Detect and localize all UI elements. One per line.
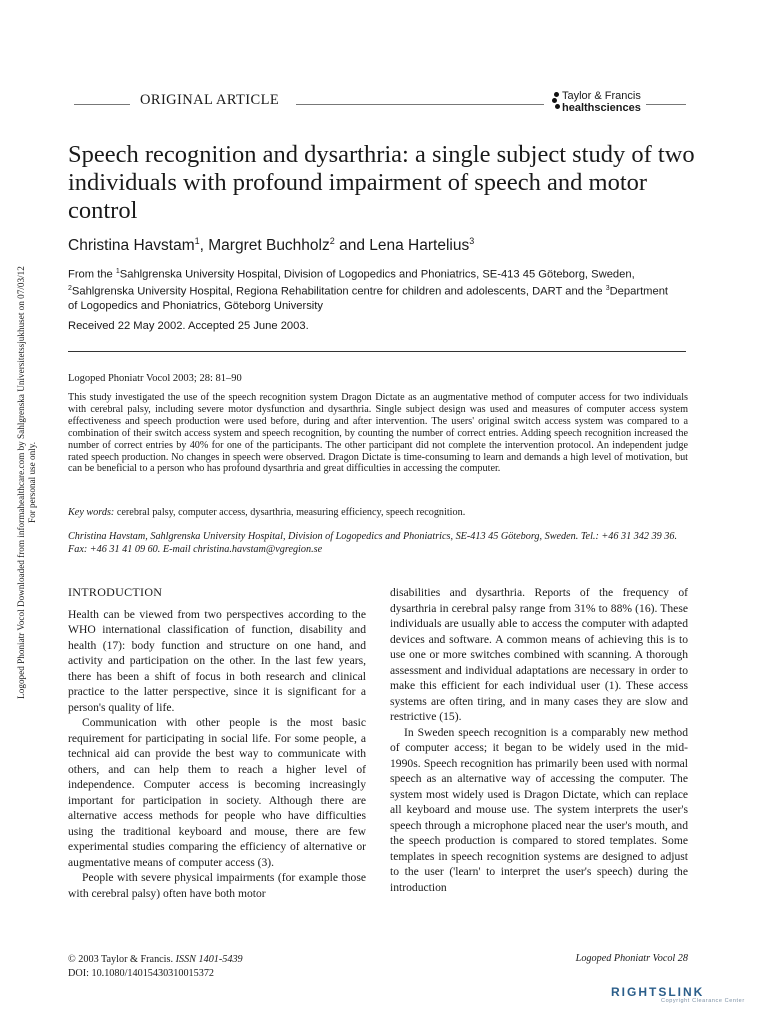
- publisher-imprint: healthsciences: [562, 102, 641, 114]
- affil-line: of Logopedics and Phoniatrics, Göteborg University: [68, 300, 323, 313]
- keywords-list: cerebral palsy, computer access, dysarthria, measuring efficiency, speech recognition.: [116, 507, 466, 518]
- rightslink-wordmark: RIGHTSLINK: [611, 985, 705, 999]
- section-heading: INTRODUCTION: [68, 585, 163, 599]
- affiliations: [68, 265, 698, 314]
- header-rule-mid: [296, 104, 544, 105]
- affil-mark: 3: [605, 285, 610, 293]
- affil-line: Sahlgrenska University Hospital, Division of Logopedics and Phoniatrics, SE-413 45 Göteborg, Sweden,: [119, 268, 635, 281]
- doi: DOI: 10.1080/14015430310015372: [68, 968, 215, 979]
- footer-left: [68, 953, 243, 981]
- author-name: Lena Hartelius: [369, 237, 470, 255]
- paragraph: People with severe physical impairments (for example those with cerebral palsy) often have both motor: [68, 871, 366, 900]
- affil-line: Department: [609, 285, 669, 298]
- rightslink-logo[interactable]: [611, 985, 745, 1004]
- rightslink-tagline: Copyright Clearance Center: [661, 998, 745, 1004]
- correspondence: Christina Havstam, Sahlgrenska University Hospital, Division of Logopedics and Phoniatrics, SE-413 45 Göteborg, Sweden. Tel.: +46 31 342 39 36. Fax: +46 31 41 09 60. E-mail christina.havstam@vgregion.se: [68, 531, 678, 555]
- affil-mark: 2: [68, 285, 72, 293]
- author-name: Christina Havstam: [68, 237, 195, 255]
- received-dates: Received 22 May 2002. Accepted 25 June 2003.: [68, 320, 309, 332]
- header-divider: [68, 351, 686, 352]
- header-rule-left: [74, 104, 130, 105]
- copyright: © 2003 Taylor & Francis.: [68, 954, 174, 965]
- body-column-left: [68, 585, 366, 901]
- header-rule-right: [646, 104, 686, 105]
- paragraph: In Sweden speech recognition is a comparably new method of computer access; it began to be widely used in the mid-1990s. Speech recognition has primarily been used with normal speech as an alternative way of accessing the computer. The system most widely used is Dragon Dictate, which can replace all keyboard and mouse use. The system interprets the user's speech through a microphone placed near the user's mouth, and the speech production is compared to stored templates. Some templates in speech recognition systems are designed to adjust to the user ('learn' to interpret the user's speech) during the introduction: [390, 725, 688, 894]
- abstract: This study investigated the use of the speech recognition system Dragon Dictate as an augmentative method of computer access for two individuals with cerebral palsy, including severe motor dysfunction and dysarthria. Single subject design was used and measures of computer access system effectiveness and speech production were used before, during and after intervention. The users' original switch access system was compared to a combination of their switch access system and speech recognition, by counting the number of correct entries. Adding speech recognition increased the number of correct entries by 40% for one of the participants. The other participant did not complete the intervention protocol. An independent judge rated speech production. No changes in speech were observed. Dragon Dictate is time-consuming to learn and demands a high level of motivation, but can be beneficial to a person who has profound dysarthria and great difficulties in accessing the computer.: [68, 392, 688, 475]
- affil-line: Sahlgrenska University Hospital, Regiona Rehabilitation centre for children and adolescents, DART and the: [71, 285, 606, 298]
- affil-prefix: From the: [68, 268, 116, 281]
- author-affiliation-mark: 2: [329, 236, 335, 246]
- article-title: Speech recognition and dysarthria: a single subject study of two individuals with profound impairment of speech and motor control: [68, 141, 695, 224]
- download-note-line1: Logoped Phoniatr Vocol Downloaded from informahealthcare.com by Sahlgrenska Universitetssjukhuset on 07/03/12: [16, 266, 26, 699]
- journal-citation: Logoped Phoniatr Vocol 2003; 28: 81–90: [68, 373, 242, 384]
- download-note-line2: For personal use only.: [27, 441, 37, 524]
- affil-mark: 1: [115, 268, 120, 275]
- paragraph: disabilities and dysarthria. Reports of the frequency of dysarthria in cerebral palsy range from 31% to 88% (16). These individuals are usually able to access the computer with adapted devices and software. A common means of achieving this is to use one or more switches combined with scanning. A thorough assessment and individual adaptations are necessary in order to make this efficient for each individual user (1). These access systems are often tiring, and in many cases they are slow and restrictive (15).: [390, 586, 688, 723]
- keywords: [68, 507, 688, 518]
- section-label: ORIGINAL ARTICLE: [140, 92, 280, 108]
- issn: ISSN 1401-5439: [175, 954, 243, 965]
- keywords-label: Key words:: [68, 507, 115, 518]
- body-column-right: [390, 585, 688, 895]
- author-affiliation-mark: 1: [194, 236, 200, 246]
- paragraph: Communication with other people is the most basic requirement for participating in social life. For some people, a technical aid can provide the best way to communicate with others, and can help them to reach a higher level of independence. Computer access is becoming increasingly important for participation in society. Although there are alternative access methods for people who have difficulties using the traditional keyboard and mouse, there are few experimental studies comparing the efficiency of alternative or augmentative means of computer access (3).: [68, 716, 366, 869]
- footer-journal: Logoped Phoniatr Vocol 28: [575, 953, 688, 964]
- publisher-name: Taylor & Francis: [562, 90, 641, 102]
- paragraph: Health can be viewed from two perspectives according to the WHO international classification of function, disability and health (17): body function and structure on one hand, and activity and participation on the other. In the last few years, there has been a shift of focus in both research and clinical practice to the latter perspective, since it is significant for a person's quality of life.: [68, 607, 366, 714]
- author-list: Christina Havstam$^1$, Margret Buchholz$^2$ and Lena Hartelius$^3$: [68, 236, 475, 255]
- author-affiliation-mark: 3: [469, 236, 475, 246]
- author-name: Margret Buchholz: [208, 237, 330, 255]
